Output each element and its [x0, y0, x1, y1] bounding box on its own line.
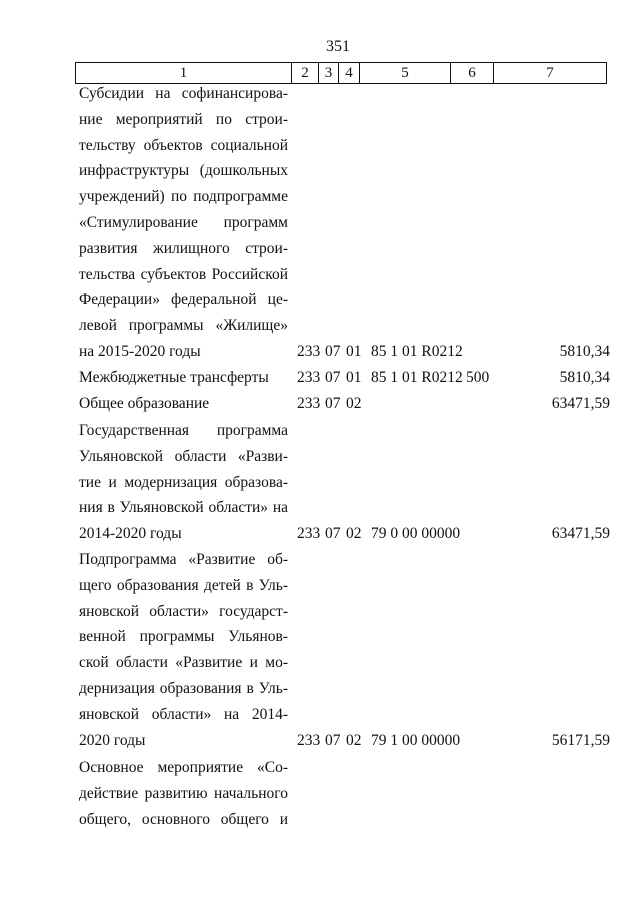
- description-line: тие и модернизация образова-: [79, 473, 288, 491]
- amount-value: 5810,34: [559, 369, 610, 386]
- ministry-code: 233: [297, 525, 321, 542]
- row-description: [79, 755, 288, 832]
- ministry-code: 233: [297, 369, 321, 386]
- header-col-4: 4: [339, 63, 360, 84]
- description-line: Ульяновской области «Разви-: [79, 447, 288, 465]
- description-line: тельства субъектов Российской: [79, 265, 288, 283]
- description-line: тельству объектов социальной: [79, 136, 288, 154]
- description-line: общего, основного общего и: [79, 810, 288, 828]
- description-line: на 2015-2020 годы: [79, 342, 201, 360]
- amount-value: 63471,59: [551, 395, 610, 412]
- description-line: щего образования детей в Уль-: [79, 576, 288, 594]
- description-line: Общее образование: [79, 395, 210, 412]
- subsection-code: 02: [346, 525, 362, 542]
- description-line: 2014-2020 годы: [79, 525, 182, 543]
- description-line: яновской области» на 2014-: [79, 705, 288, 723]
- description-line: учреждений) по подпрограмме: [79, 188, 288, 206]
- target-article-code: 85 1 01 R0212: [371, 369, 463, 386]
- description-line: венной программы Ульянов-: [79, 628, 288, 646]
- section-code: 07: [325, 395, 341, 412]
- header-col-3: 3: [319, 63, 339, 84]
- description-line: «Стимулирование программ: [79, 213, 288, 231]
- subsection-code: 01: [346, 369, 362, 386]
- description-line: яновской области» государст-: [79, 602, 288, 620]
- row-description: [79, 81, 288, 365]
- header-col-5: 5: [360, 63, 451, 84]
- row-description: [79, 418, 288, 547]
- target-article-code: 79 0 00 00000: [371, 525, 461, 542]
- section-code: 07: [325, 343, 341, 360]
- description-line: Государственная программа: [79, 422, 288, 439]
- row-description: [79, 391, 288, 417]
- description-line: действие развитию начального: [79, 784, 288, 802]
- description-line: Основное мероприятие «Со-: [79, 759, 288, 776]
- description-line: Подпрограмма «Развитие об-: [79, 551, 288, 568]
- description-line: Межбюджетные трансферты: [79, 369, 269, 386]
- amount-value: 56171,59: [551, 732, 610, 749]
- ministry-code: 233: [297, 395, 321, 412]
- header-col-1: 1: [76, 63, 292, 84]
- description-line: дернизация образования в Уль-: [79, 679, 288, 697]
- description-line: инфраструктуры (дошкольных: [79, 162, 288, 180]
- description-line: развития жилищного строи-: [79, 239, 288, 257]
- description-line: Федерации» федеральной це-: [79, 291, 288, 309]
- description-line: ния в Ульяновской области» на: [79, 499, 288, 517]
- subsection-code: 02: [346, 732, 362, 749]
- header-col-6: 6: [451, 63, 494, 84]
- ministry-code: 233: [297, 732, 321, 749]
- section-code: 07: [325, 525, 341, 542]
- description-line: 2020 годы: [79, 731, 146, 749]
- page-number: 351: [326, 38, 350, 55]
- section-code: 07: [325, 732, 341, 749]
- subsection-code: 01: [346, 343, 362, 360]
- header-col-7: 7: [494, 63, 607, 84]
- expense-type-code: 500: [466, 369, 490, 386]
- ministry-code: 233: [297, 343, 321, 360]
- header-col-2: 2: [292, 63, 319, 84]
- row-description: [79, 547, 288, 753]
- target-article-code: 79 1 00 00000: [371, 732, 461, 749]
- description-line: ской области «Развитие и мо-: [79, 654, 288, 672]
- amount-value: 63471,59: [551, 525, 610, 542]
- description-line: левой программы «Жилище»: [79, 317, 288, 335]
- row-description: [79, 365, 288, 391]
- section-code: 07: [325, 369, 341, 386]
- target-article-code: 85 1 01 R0212: [371, 343, 463, 360]
- subsection-code: 02: [346, 395, 362, 412]
- amount-value: 5810,34: [559, 343, 610, 360]
- description-line: Субсидии на софинансирова-: [79, 85, 288, 102]
- description-line: ние мероприятий по строи-: [79, 110, 288, 128]
